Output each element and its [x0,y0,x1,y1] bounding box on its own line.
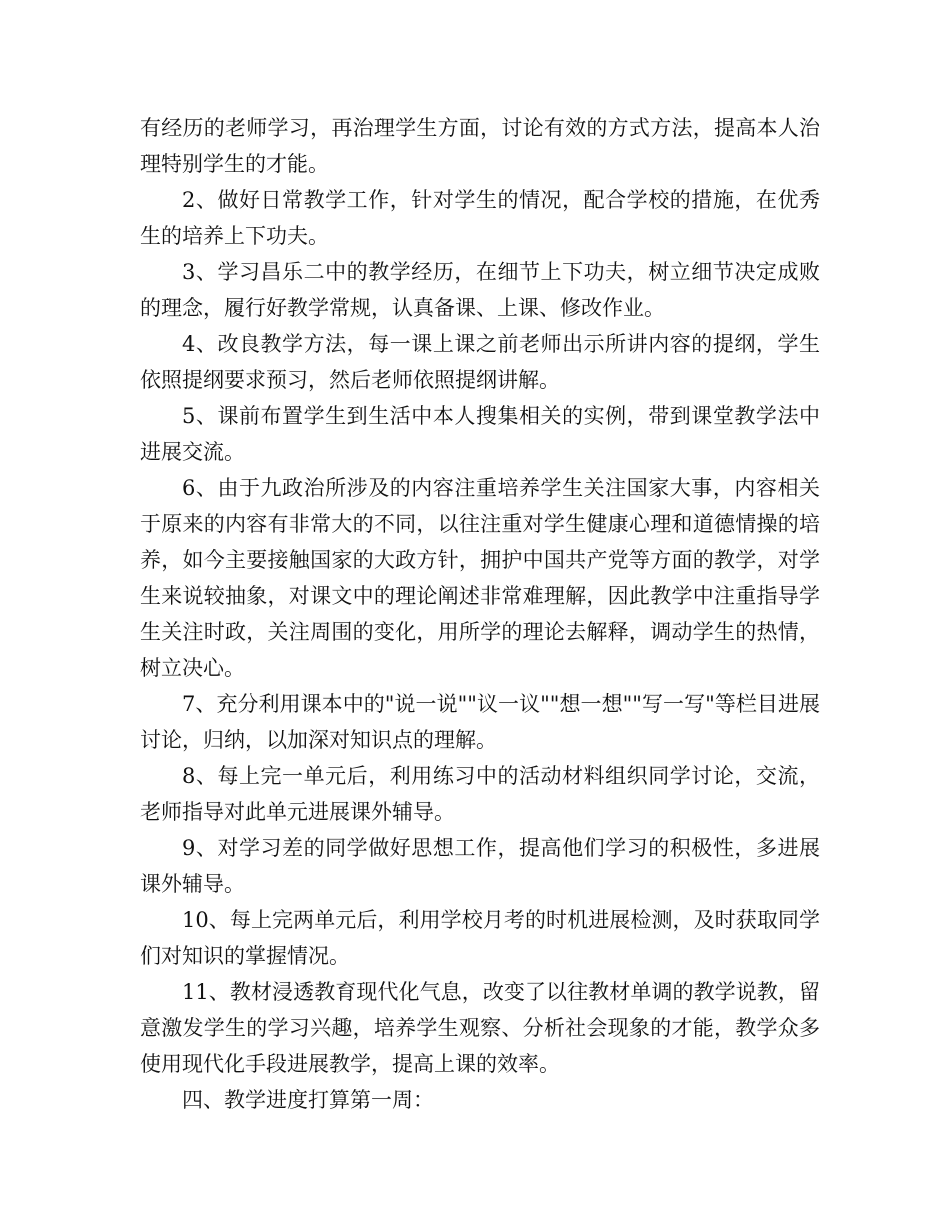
paragraph-7: 7、充分利用课本中的"说一说""议一议""想一想""写一写"等栏目进展讨论，归纳，以加深对知识点的理解。 [140,692,820,752]
document-body [140,110,820,1118]
paragraph-9: 9、对学习差的同学做好思想工作，提高他们学习的积极性，多进展课外辅导。 [140,836,820,896]
paragraph-1: 有经历的老师学习，再治理学生方面，讨论有效的方式方法，提高本人治理特别学生的才能。 [140,116,820,176]
paragraph-11: 11、教材浸透教育现代化气息，改变了以往教材单调的教学说教，留意激发学生的学习兴趣，培养学生观察、分析社会现象的才能，教学众多使用现代化手段进展教学，提高上课的效率。 [140,980,820,1076]
paragraph-10: 10、每上完两单元后，利用学校月考的时机进展检测，及时获取同学们对知识的掌握情况。 [140,908,820,968]
paragraph-5: 5、课前布置学生到生活中本人搜集相关的实例，带到课堂教学法中进展交流。 [140,404,820,464]
paragraph-2: 2、做好日常教学工作，针对学生的情况，配合学校的措施，在优秀生的培养上下功夫。 [140,188,820,248]
paragraph-3: 3、学习昌乐二中的教学经历，在细节上下功夫，树立细节决定成败的理念，履行好教学常规，认真备课、上课、修改作业。 [140,260,820,320]
section-heading: 四、教学进度打算第一周： [182,1088,434,1112]
paragraph-6: 6、由于九政治所涉及的内容注重培养学生关注国家大事，内容相关于原来的内容有非常大的不同，以往注重对学生健康心理和道德情操的培养，如今主要接触国家的大政方针，拥护中国共产党等方面的教学，对学生来说较抽象，对课文中的理论阐述非常难理解，因此教学中注重指导学生关注时政，关注周围的变化，用所学的理论去解释，调动学生的热情，树立决心。 [140,476,820,680]
paragraph-8: 8、每上完一单元后，利用练习中的活动材料组织同学讨论，交流，老师指导对此单元进展课外辅导。 [140,764,820,824]
paragraph-4: 4、改良教学方法，每一课上课之前老师出示所讲内容的提纲，学生依照提纲要求预习，然后老师依照提纲讲解。 [140,332,820,392]
